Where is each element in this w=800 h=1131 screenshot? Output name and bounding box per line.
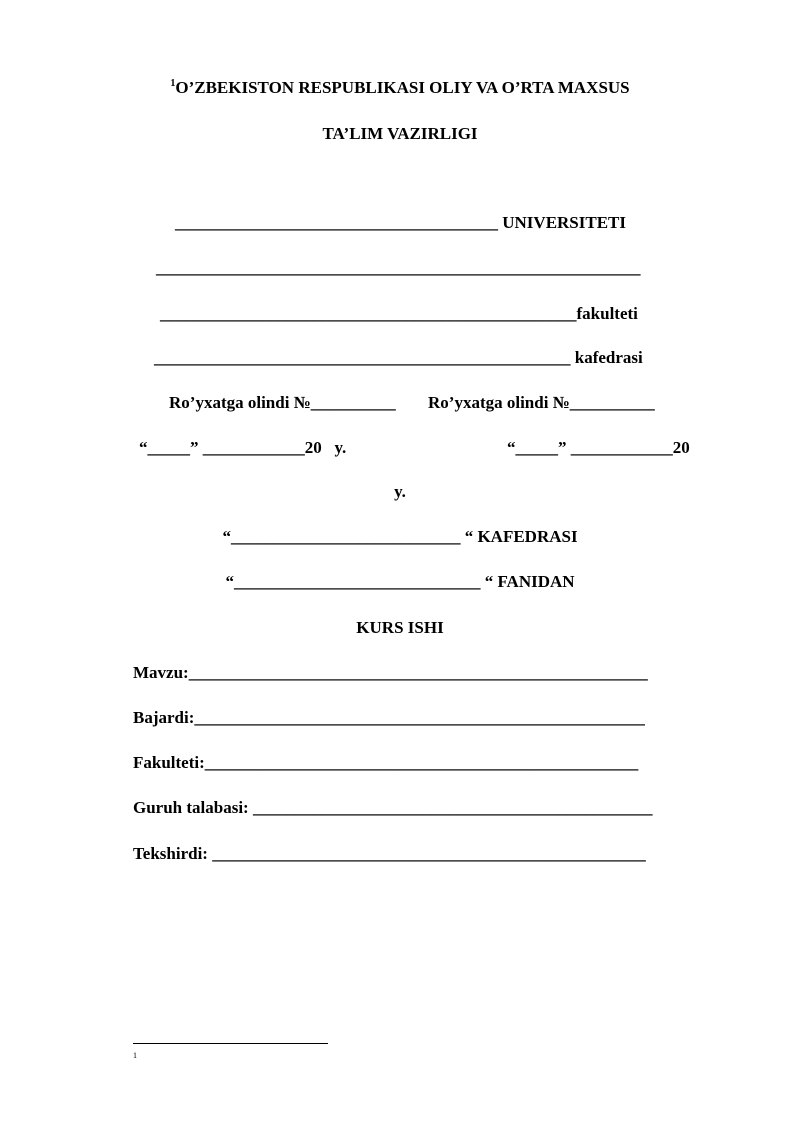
ministry-title-line2: TA’LIM VAZIRLIGI <box>322 124 478 143</box>
tekshirdi-field: Tekshirdi: ___________________________________________________ <box>133 844 646 863</box>
footnote-divider <box>133 1043 328 1044</box>
footnote-reference: 1 <box>170 78 176 89</box>
registration-date-suffix: y. <box>394 482 406 501</box>
footnote-mark: 1 <box>133 1051 137 1060</box>
fakulteti-field: Fakulteti:___________________________________________________ <box>133 753 639 772</box>
registration-date-right: “_____” ____________20 <box>507 438 690 457</box>
document-title: KURS ISHI <box>356 618 444 637</box>
faculty-field: _________________________________________________fakulteti <box>160 304 638 323</box>
ministry-title-line1 <box>0 78 800 98</box>
university-field: ______________________________________ UNIVERSITETI <box>175 213 627 232</box>
mavzu-field: Mavzu:______________________________________________________ <box>133 663 648 682</box>
blank-line: _________________________________________________________ <box>156 258 641 277</box>
kafedra-field: “___________________________ “ KAFEDRASI <box>222 527 578 546</box>
registration-left: Ro’yxatga olindi №__________ <box>169 393 396 412</box>
bajardi-field: Bajardi:_____________________________________________________ <box>133 708 645 727</box>
guruh-field: Guruh talabasi: _______________________________________________ <box>133 798 653 817</box>
fan-field: “_____________________________ “ FANIDAN <box>225 572 575 591</box>
ministry-title-text: O’ZBEKISTON RESPUBLIKASI OLIY VA O’RTA MAXSUS <box>175 78 630 97</box>
department-field: _________________________________________________ kafedrasi <box>154 348 643 367</box>
registration-date-left: “_____” ____________20 y. <box>139 438 347 457</box>
registration-right: Ro’yxatga olindi №__________ <box>428 393 655 412</box>
